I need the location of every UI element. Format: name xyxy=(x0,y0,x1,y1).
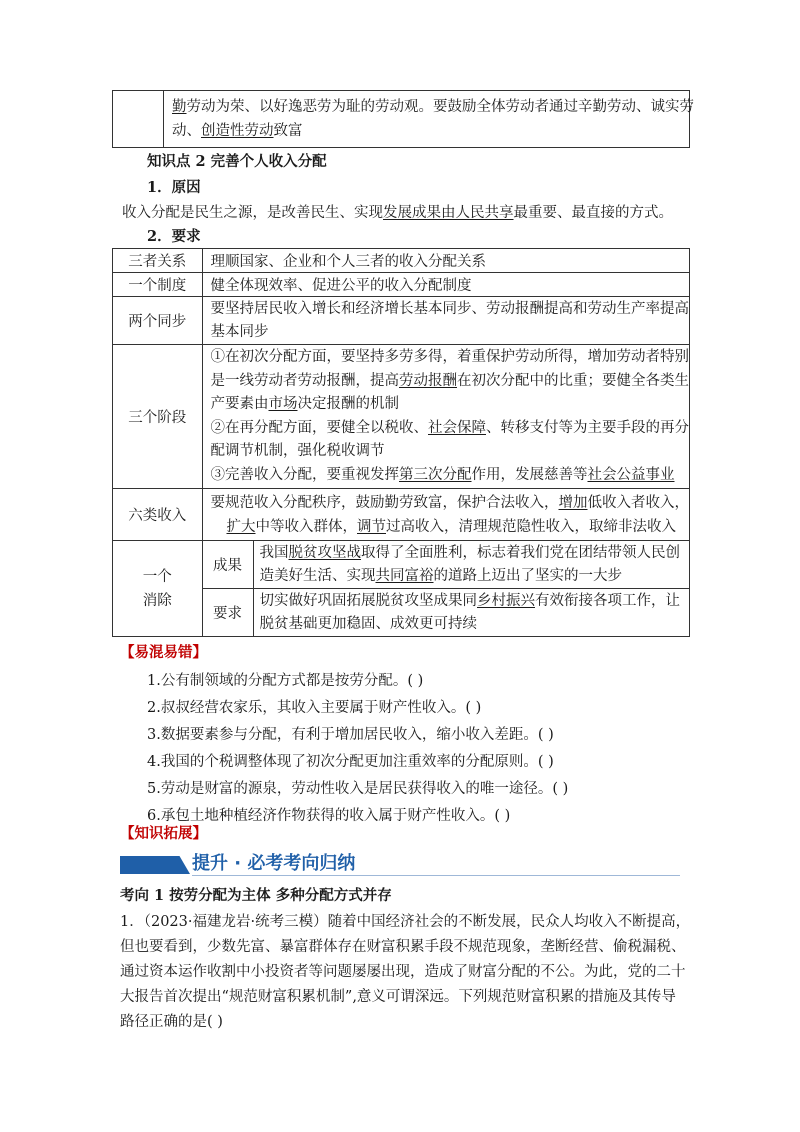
row-text-income xyxy=(202,489,690,541)
eliminate-label-2: 消除 xyxy=(142,592,172,609)
row-text-relations: 理顺国家、企业和个人三者的收入分配关系 xyxy=(202,249,690,273)
section-banner xyxy=(120,852,680,876)
kp2-section-1: 1．原因 xyxy=(147,179,201,196)
sub-text-result xyxy=(253,541,690,589)
yihun-item: 3.数据要素参与分配，有利于增加居民收入，缩小收入差距。( ) xyxy=(147,727,554,743)
kp2-title: 知识点 2 完善个人收入分配 xyxy=(147,153,327,170)
sub-text-requirement xyxy=(253,589,690,637)
yihun-item: 5.劳动是财富的源泉，劳动性收入是居民获得收入的唯一途径。( ) xyxy=(147,781,569,797)
question-1 xyxy=(120,910,690,1035)
yihun-header: 【易混易错】 xyxy=(120,645,207,661)
row-label-eliminate xyxy=(113,541,203,637)
top-table-empty-cell xyxy=(113,91,164,148)
top-table xyxy=(112,90,694,148)
row-label-sync: 两个同步 xyxy=(113,297,203,345)
kp2-section-2: 2．要求 xyxy=(147,228,201,245)
row-label-stages: 三个阶段 xyxy=(113,345,203,489)
banner-title: 提升 · 必考考向归纳 xyxy=(192,853,356,874)
top-table-line-2: 动、创造性劳动致富 xyxy=(172,123,303,139)
sync-line-1: 要坚持居民收入增长和经济增长基本同步、劳动报酬提高和劳动生产率提高 xyxy=(210,300,689,317)
row-label-income: 六类收入 xyxy=(113,489,203,541)
result-line-1: 我国脱贫攻坚战取得了全面胜利，标志着我们党在团结带领人民创 xyxy=(259,544,680,561)
question-line: 路径正确的是( ) xyxy=(120,1014,223,1030)
eliminate-label-1: 一个 xyxy=(142,568,172,585)
question-line: 但也要看到，少数先富、暴富群体存在财富积累手段不规范现象，垄断经营、偷税漏税、 xyxy=(120,939,686,955)
sub-label-result: 成果 xyxy=(202,541,253,589)
yihun-item: 4.我国的个税调整体现了初次分配更加注重效率的分配原则。( ) xyxy=(147,754,554,770)
income-line-1: 要规范收入分配秩序，鼓励勤劳致富，保护合法收入，增加低收入者收入， xyxy=(210,494,689,511)
row-text-system: 健全体现效率、促进公平的收入分配制度 xyxy=(202,273,690,297)
stages-line-5: 配调节机制，强化税收调节 xyxy=(210,443,385,459)
requirements-table xyxy=(112,248,690,637)
stages-line-1: ①在初次分配方面，要坚持多劳多得，着重保护劳动所得，增加劳动者特别 xyxy=(210,349,689,365)
requirement-line-1: 切实做好巩固拓展脱贫攻坚成果同乡村振兴有效衔接各项工作，让 xyxy=(259,592,680,609)
yihun-item: 2.叔叔经营农家乐，其收入主要属于财产性收入。( ) xyxy=(147,700,482,716)
stages-line-3: 产要素由市场决定报酬的机制 xyxy=(210,396,399,412)
row-text-sync xyxy=(202,297,690,345)
requirement-line-2: 脱贫基础更加稳固、成效更可持续 xyxy=(259,615,477,632)
result-line-2: 造美好生活、实现共同富裕的道路上迈出了坚实的一大步 xyxy=(259,567,622,584)
stages-line-6: ③完善收入分配，要重视发挥第三次分配作用，发展慈善等社会公益事业 xyxy=(210,466,675,483)
yihun-item: 6.承包土地种植经济作物获得的收入属于财产性收入。( ) xyxy=(147,808,511,824)
kp2-reason: 收入分配是民生之源，是改善民生、实现发展成果由人民共享最重要、最直接的方式。 xyxy=(122,205,673,221)
top-table-content-cell xyxy=(164,91,694,148)
question-line: 1．（2023·福建龙岩·统考三模）随着中国经济社会的不断发展，民众人均收入不断提高， xyxy=(120,914,691,930)
row-text-stages xyxy=(202,345,690,489)
stages-line-2: 是一线劳动者劳动报酬，提高劳动报酬在初次分配中的比重；要健全各类生 xyxy=(210,372,689,389)
question-line: 大报告首次提出“规范财富积累机制”,意义可谓深远。下列规范财富积累的措施及其传导 xyxy=(120,989,676,1005)
top-table-line-1: 勤劳动为荣、以好逸恶劳为耻的劳动观。要鼓励全体劳动者通过辛勤劳动、诚实劳 xyxy=(172,99,694,115)
row-label-relations: 三者关系 xyxy=(113,249,203,273)
stages-line-4: ②在再分配方面，要健全以税收、社会保障、转移支付等为主要手段的再分 xyxy=(210,419,689,436)
yihun-list xyxy=(147,668,568,830)
sync-line-2: 基本同步 xyxy=(210,323,269,340)
row-label-system: 一个制度 xyxy=(113,273,203,297)
yihun-item: 1.公有制领域的分配方式都是按劳分配。( ) xyxy=(147,673,424,689)
sub-label-requirement: 要求 xyxy=(202,589,253,637)
question-line: 通过资本运作收割中小投资者等问题屡屡出现，造成了财富分配的不公。为此，党的二十 xyxy=(120,964,686,980)
income-line-2: 扩大中等收入群体，调节过高收入，清理规范隐性收入，取缔非法收入 xyxy=(226,518,676,535)
banner-rule xyxy=(192,875,680,876)
tuozhan-header: 【知识拓展】 xyxy=(120,826,207,842)
kaoxiang-title: 考向 1 按劳分配为主体 多种分配方式并存 xyxy=(120,887,392,904)
banner-bar xyxy=(120,856,190,874)
